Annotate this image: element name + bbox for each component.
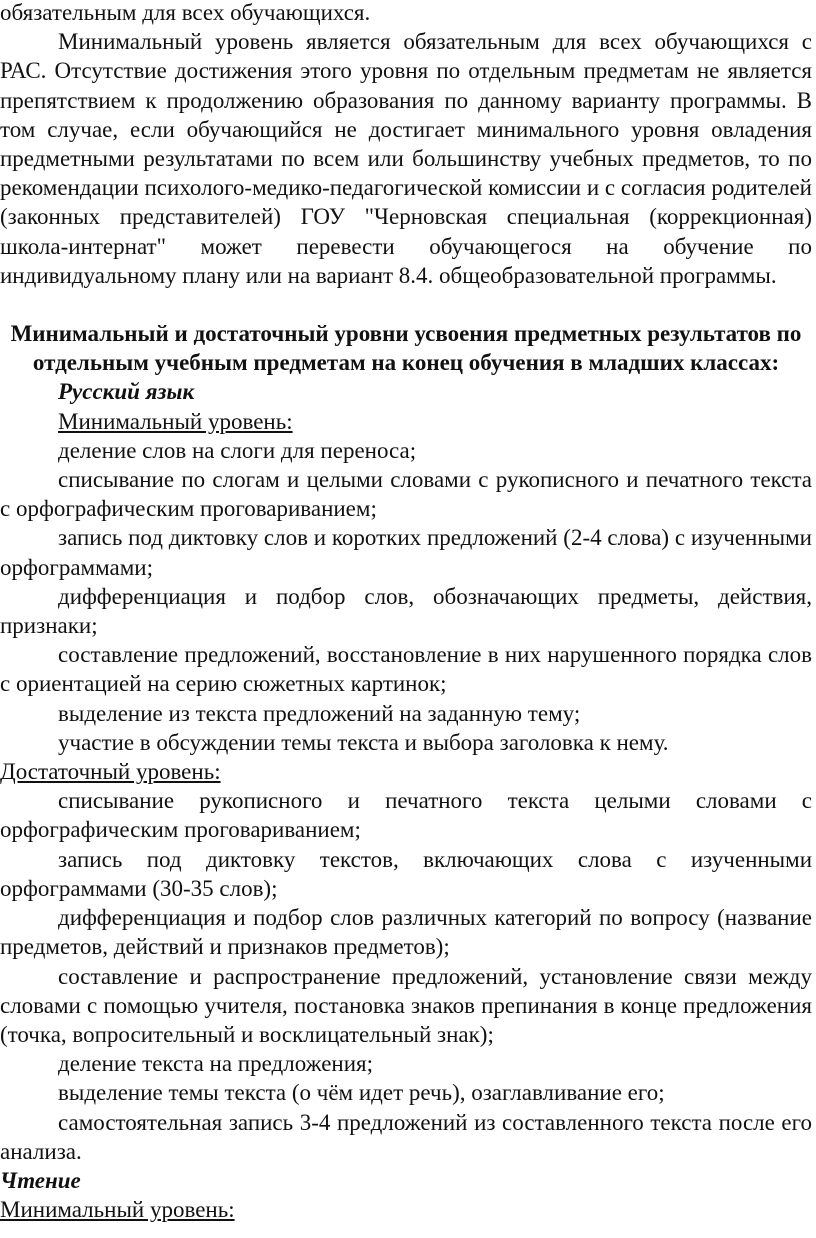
list-item: списывание по слогам и целыми словами с рукописного и печатного текста с орфографическим проговариванием; xyxy=(0,467,812,522)
minimal-level-label-reading: Минимальный уровень: xyxy=(0,1197,235,1223)
minimal-level-label-russian: Минимальный уровень: xyxy=(58,408,293,434)
list-item: выделение из текста предложений на заданную тему; xyxy=(58,700,581,726)
list-item: составление предложений, восстановление в них нарушенного порядка слов с ориентацией на серию сюжетных картинок; xyxy=(0,642,812,697)
list-item: деление слов на слоги для переноса; xyxy=(58,437,417,463)
list-item: выделение темы текста (о чём идет речь), озаглавливание его; xyxy=(58,1080,665,1106)
list-item: участие в обсуждении темы текста и выбора заголовка к нему. xyxy=(58,729,669,755)
list-item: запись под диктовку текстов, включающих слова с изученными орфограммами (30-35 слов); xyxy=(0,846,812,901)
list-item: дифференциация и подбор слов, обозначающих предметы, действия, признаки; xyxy=(0,583,812,639)
subject-title-reading: Чтение xyxy=(0,1167,81,1193)
list-item: дифференциация и подбор слов различных категорий по вопросу (название предметов, действий и признаков предметов); xyxy=(0,905,812,960)
list-item: списывание рукописного и печатного текста целыми словами с орфографическим проговариванием; xyxy=(0,788,812,843)
list-item: составление и распространение предложений, установление связи между словами с помощью учителя, постановка знаков препинания в конце предложения (точка, вопросительный и восклицательный знак); xyxy=(0,963,812,1047)
list-item: запись под диктовку слов и коротких предложений (2-4 слова) с изученными орфограммами; xyxy=(0,525,812,580)
intro-paragraph: Минимальный уровень является обязательным для всех обучающихся с РАС. Отсутствие достижения этого уровня по отдельным предметам не является препятствием к продолжению образования по данному варианту программы. В том случае, если обучающийся не достигает минимального уровня овладения предметными результатами по всем или большинству учебных предметов, то по рекомендации психолого-медико-педагогической комиссии и с согласия родителей (законных представителей) ГОУ "Черновская специальная (коррекционная) школа-интернат" может перевести обучающегося на обучение по индивидуальному плану или на вариант 8.4. общеобразовательной программы. xyxy=(0,29,812,288)
intro-line: обязательным для всех обучающихся. xyxy=(0,0,371,25)
sufficient-level-list-russian xyxy=(0,786,812,1166)
minimal-level-list-russian xyxy=(0,436,812,757)
section-heading: Минимальный и достаточный уровни усвоения предметных результатов по отдельным учебным предметам на конец обучения в младших классах: xyxy=(10,321,802,376)
list-item: самостоятельная запись 3-4 предложений из составленного текста после его анализа. xyxy=(0,1109,812,1164)
sufficient-level-label-russian: Достаточный уровень: xyxy=(0,759,221,785)
subject-title-russian: Русский язык xyxy=(58,379,195,405)
list-item: деление текста на предложения; xyxy=(58,1051,374,1077)
